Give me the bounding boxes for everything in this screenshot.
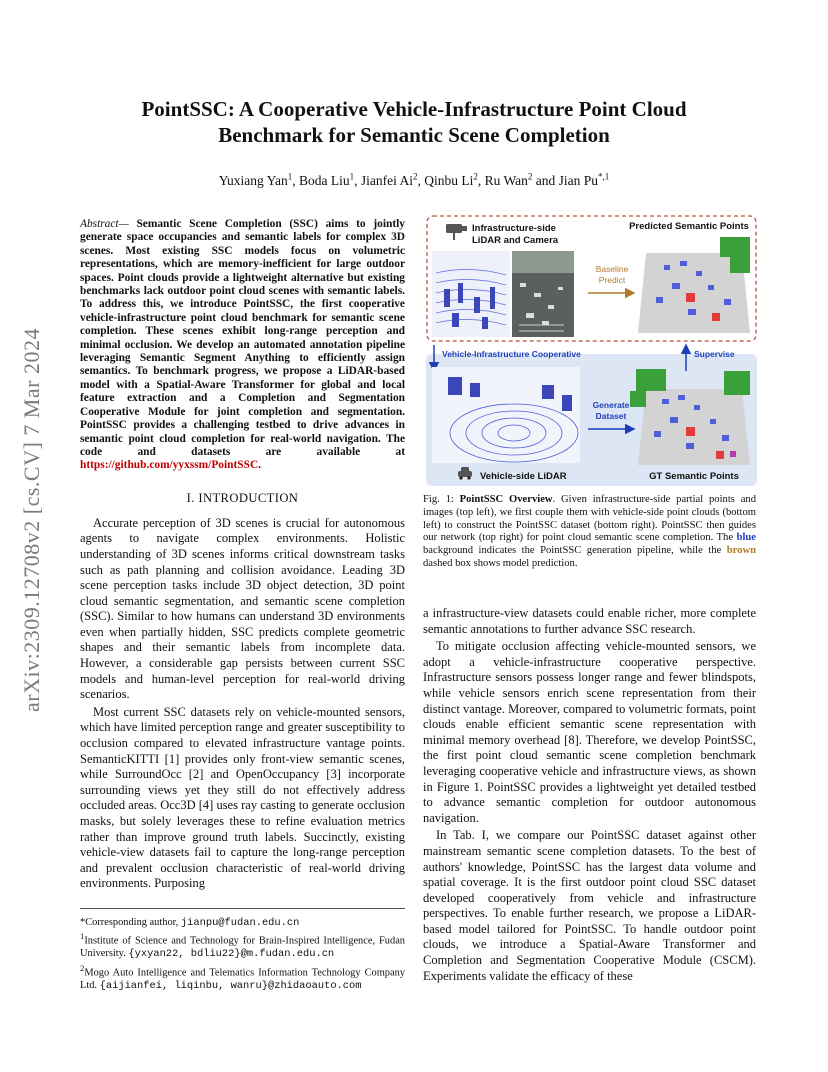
- infrastructure-point-cloud: [432, 251, 510, 337]
- author: Boda Liu$^1$,: [298, 171, 361, 188]
- affiliation-2-note: $^2$Mogo Auto Intelligence and Telematics Information Technology Company Ltd. {aijianfei, liqinbu, wanru}@zhidaoauto.com: [80, 962, 405, 992]
- generate-label-line-1: Generate: [592, 400, 630, 410]
- supervise-label: Supervise: [694, 349, 735, 359]
- predicted-semantic-points: [638, 237, 750, 333]
- intro-paragraph: In Tab. I, we compare our PointSSC dataset against other mainstream semantic scene completion datasets. To the best of authors' knowledge, PointSSC has the largest data volume and spatial coverage. It is the first outdoor point cloud SSC dataset developed cooperatively from vehicle and infrastructure perspectives. To enable further research, we propose a LiDAR-based model tailored for PointSSC. To handle outdoor point clouds, we introduce a Spatial-Aware Transformer and Completion and Segmentation Cooperative Module (CSCM). Experiments validate the efficacy of these: [423, 828, 756, 983]
- corresponding-email: jianpu@fudan.edu.cn: [180, 917, 300, 929]
- author: Yuxiang Yan$^1$,: [218, 171, 299, 188]
- arxiv-side-stamp: [14, 290, 50, 750]
- affiliation-1-note: $^1$Institute of Science and Technology for Brain-Inspired Intelligence, Fudan University. {yxyan22, bdliu22}@m.fudan.edu.cn: [80, 931, 405, 961]
- left-column: [80, 218, 405, 894]
- baseline-label-line-1: Baseline: [595, 264, 629, 274]
- abstract: Abstract— Semantic Scene Completion (SSC) aims to jointly generate space occupancies and semantic labels for complex 3D scenes. Most existing SSC models focus on volumetric representations, which are memory-inefficient for large outdoor spaces. Point clouds provide a lightweight alternative but existing benchmarks lack outdoor point cloud scenes with semantic labels. To address this, we introduce PointSSC, the first cooperative vehicle-infrastructure point cloud benchmark for semantic scene completion. These scenes exhibit long-range perception and minimal occlusion. We develop an automated annotation pipeline leveraging Semantic Segment Anything to efficiently assign semantics. To benchmark progress, we propose a LiDAR-based model with a Spatial-Aware Transformer for global and local feature extraction and a Completion and Segmentation Cooperative Module for joint completion and segmentation. PointSSC provides a challenging testbed to drive advances in semantic point cloud completion for real-world navigation. The code and datasets are available at https://github.com/yyxssm/PointSSC.: [80, 218, 405, 472]
- figure-1-overview: [424, 213, 759, 488]
- infrastructure-camera-image: [512, 251, 574, 337]
- abstract-body: Semantic Scene Completion (SSC) aims to jointly generate space occupancies and semantic labels for complex 3D scenes. Most existing SSC models focus on volumetric representations, which are memory-inefficient for large outdoor spaces. Point clouds provide a lightweight alternative but existing benchmarks lack outdoor point cloud scenes with semantic labels. To address this, we introduce PointSSC, the first cooperative vehicle-infrastructure point cloud benchmark for semantic scene completion. These scenes exhibit long-range perception and minimal occlusion. We develop an automated annotation pipeline leveraging Semantic Segment Anything to efficiently assign semantics. To benchmark progress, we propose a LiDAR-based model with a Spatial-Aware Transformer for global and local feature extraction and a Completion and Segmentation Cooperative Module for joint completion and segmentation. PointSSC provides a challenging testbed to drive advances in semantic point cloud completion for real-world navigation. The code and datasets are available at: [80, 218, 405, 458]
- affiliation-2-email: {aijianfei, liqinbu, wanru}@zhidaoauto.com: [99, 979, 362, 992]
- gt-points-label: GT Semantic Points: [649, 471, 739, 482]
- author: Jianfei Ai$^2$,: [360, 171, 425, 188]
- figure-1-caption: Fig. 1: PointSSC Overview. Given infrastructure-side partial points and images (top left), we first couple them with vehicle-side point clouds (bottom left) to construct the PointSSC dataset (bottom right). PointSSC then guides our network (top right) for point cloud semantic scene completion. The blue background indicates the PointSSC generation pipeline, while the brown dashed box shows model prediction.: [423, 494, 757, 569]
- author: Jian $Pu^{*,1}$: [558, 171, 610, 188]
- footnotes: [80, 908, 405, 993]
- intro-paragraph: To mitigate occlusion affecting vehicle-mounted sensors, we adopt a vehicle-infrastructure cooperative perspective. Infrastructure sensors possess longer range and fewer blindspots, while vehicle sensors enrich scene representation from their distinct vantage. Moreover, compared to volumetric formats, point clouds enable efficient semantic scene representation with minimal memory overhead [8]. Therefore, we develop PointSSC, the first point cloud semantic scene completion benchmark leveraging cooperative vehicle and infrastructure views, as shown in Figure 1. PointSSC provides a lightweight yet detailed testbed to advance semantic completion for outdoor autonomous navigation.: [423, 639, 756, 825]
- caption-brown-word: brown: [726, 545, 756, 557]
- intro-paragraph: Accurate perception of 3D scenes is crucial for autonomous agents to navigate complex environments. Holistic understanding of 3D scenes informs critical downstream tasks such as path planning and collision avoidance. Leading 3D scene perception tasks include 3D object detection, 3D point cloud semantic segmentation, and semantic scene completion (SSC). Similar to how humans can understand 3D environments even when partially hidden, SSC predicts complete geometric shapes and their semantic labels from incomplete data. However, a considerable gap persists between current SSC models and human-level perception for real-world driving scenarios.: [80, 515, 405, 702]
- caption-blue-word: blue: [736, 532, 756, 544]
- paper-title: [80, 96, 748, 148]
- intro-paragraph: Most current SSC datasets rely on vehicle-mounted sensors, which have limited perception range and greater susceptibility to occlusion compared to elevated infrastructure vantage points. SemanticKITTI [1] provides only front-view semantic scenes, while SurroundOcc [2] and OpenOccupancy [3] incorporate surrounding views yet they still do not effectively address occluded areas. Occ3D [4] uses ray casting to generate occlusion masks, but solely leverages these to refine evaluation metrics rather than improve ground truth labels. Succinctly, existing vehicle-view datasets fail to capture the long-range perception and prevalent occlusion characteristic of real-world driving environments. Purposing: [80, 704, 405, 891]
- infra-label-line-1: Infrastructure-side: [472, 223, 556, 234]
- corresponding-author-note: *Corresponding author, jianpu@fudan.edu.cn: [80, 917, 300, 929]
- abstract-lead: Abstract—: [80, 218, 129, 230]
- intro-paragraph: a infrastructure-view datasets could enable richer, more complete semantic annotations to further advance SSC research.: [423, 606, 756, 636]
- infra-label-line-2: LiDAR and Camera: [472, 235, 559, 246]
- arxiv-id-text: arXiv:2309.12708v2 [cs.CV] 7 Mar 2024: [19, 328, 44, 712]
- section-heading-introduction: I. INTRODUCTION: [186, 490, 299, 505]
- author: Qinbu Li$^2$,: [424, 171, 485, 188]
- right-column: [423, 606, 756, 986]
- camera-icon: [446, 224, 467, 240]
- author: Ru Wan$^2$ and: [484, 171, 559, 188]
- title-line-2: Benchmark for Semantic Scene Completion: [218, 123, 610, 147]
- cooperative-label: Vehicle-Infrastructure Cooperative: [442, 349, 581, 359]
- caption-bold-title: PointSSC Overview: [459, 494, 553, 505]
- generate-label-line-2: Dataset: [595, 411, 627, 421]
- baseline-label-line-2: Predict: [598, 275, 626, 285]
- predicted-points-label: Predicted Semantic Points: [629, 221, 749, 232]
- code-link[interactable]: https://github.com/yyxssm/PointSSC: [80, 459, 259, 472]
- overview-diagram: [424, 213, 759, 488]
- vehicle-side-point-cloud: [432, 367, 580, 463]
- affiliation-1-email: {yxyan22, bdliu22}@m.fudan.edu.cn: [128, 948, 335, 961]
- author-list: [80, 171, 748, 189]
- title-line-1: PointSSC: A Cooperative Vehicle-Infrastructure Point Cloud: [141, 97, 687, 121]
- vehicle-lidar-label: Vehicle-side LiDAR: [480, 471, 567, 482]
